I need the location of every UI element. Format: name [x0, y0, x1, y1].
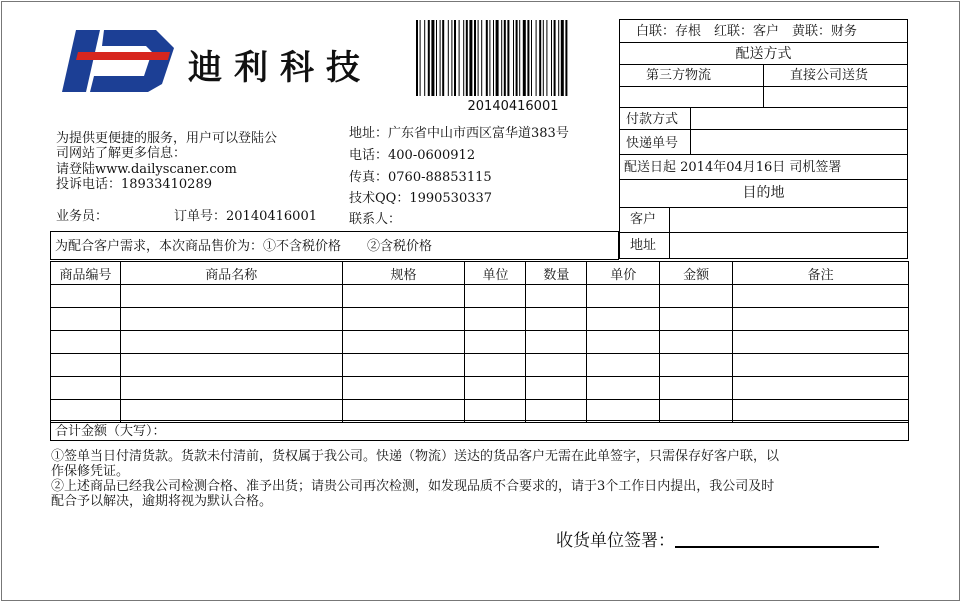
destination-title: 目的地	[742, 185, 785, 201]
direct-delivery-option[interactable]: 直接公司送货	[790, 68, 869, 83]
terms-line-2: 作保修凭证。	[51, 464, 130, 479]
salesman-label: 业务员：	[56, 209, 109, 224]
total-row[interactable]	[50, 420, 909, 441]
service-text-2: 司网站了解更多信息：	[56, 146, 187, 161]
company-logo-icon	[58, 22, 178, 100]
barcode-number: 20140416001	[467, 99, 559, 114]
header-unit: 单位	[465, 262, 526, 285]
header-item-code: 商品编号	[51, 262, 121, 285]
header-item-name: 商品名称	[120, 262, 342, 285]
table-row[interactable]	[51, 331, 909, 354]
table-header-row	[51, 262, 909, 285]
header-unit-price: 单价	[587, 262, 660, 285]
copies-legend: 白联：存根 红联：客户 黄联：财务	[636, 24, 858, 39]
delivery-box	[619, 19, 908, 259]
header-spec: 规格	[342, 262, 465, 285]
terms-line-3: ②上述商品已经我公司检测合格、准予出货；请贵公司再次检测，如发现品质不合要求的，请于3个工作日内提出，我公司及时	[51, 479, 775, 494]
table-row[interactable]	[51, 285, 909, 308]
terms-line-4: 配合予以解决，逾期将视为默认合格。	[51, 494, 273, 509]
signature-line[interactable]	[675, 546, 879, 548]
price-notice-box	[50, 231, 619, 260]
barcode-icon	[414, 20, 612, 96]
table-row[interactable]	[51, 354, 909, 377]
company-qq: 技术QQ：1990530337	[349, 191, 493, 206]
company-phone: 电话：400-0600912	[349, 148, 476, 163]
company-fax: 传真：0760-88853115	[349, 170, 492, 185]
express-no-label: 快递单号	[626, 136, 679, 151]
delivery-method-title: 配送方式	[735, 46, 792, 62]
website-text: 请登陆www.dailyscaner.com	[56, 162, 237, 177]
table-row[interactable]	[51, 377, 909, 400]
delivery-date-text: 配送日起 2014年04月16日 司机签署	[624, 160, 842, 175]
total-label: 合计金额（大写）：	[55, 424, 166, 439]
signature-label: 收货单位签署：	[556, 531, 675, 551]
header-amount: 金额	[660, 262, 733, 285]
complaint-phone: 投诉电话：18933410289	[56, 177, 212, 192]
order-number: 订单号：20140416001	[174, 209, 317, 224]
price-notice: 为配合客户需求，本次商品售价为：①不含税价格 ②含税价格	[55, 239, 433, 254]
items-table	[50, 261, 909, 423]
address-label: 地址	[630, 238, 657, 253]
service-text-1: 为提供更便捷的服务，用户可以登陆公	[56, 131, 278, 146]
table-row[interactable]	[51, 308, 909, 331]
terms-line-1: ①签单当日付清货款。货款未付清前，货权属于我公司。快递（物流）送达的货品客户无需在此单签字，只需保存好客户联，以	[51, 449, 780, 464]
brand-name: 迪利科技	[188, 48, 372, 88]
payment-label: 付款方式	[626, 112, 679, 127]
header-remarks: 备注	[733, 262, 909, 285]
customer-label: 客户	[630, 212, 657, 227]
header-quantity: 数量	[526, 262, 587, 285]
company-address: 地址：广东省中山市西区富华道383号	[349, 126, 569, 141]
contact-label: 联系人：	[349, 212, 402, 227]
third-party-option[interactable]: 第三方物流	[646, 68, 712, 83]
